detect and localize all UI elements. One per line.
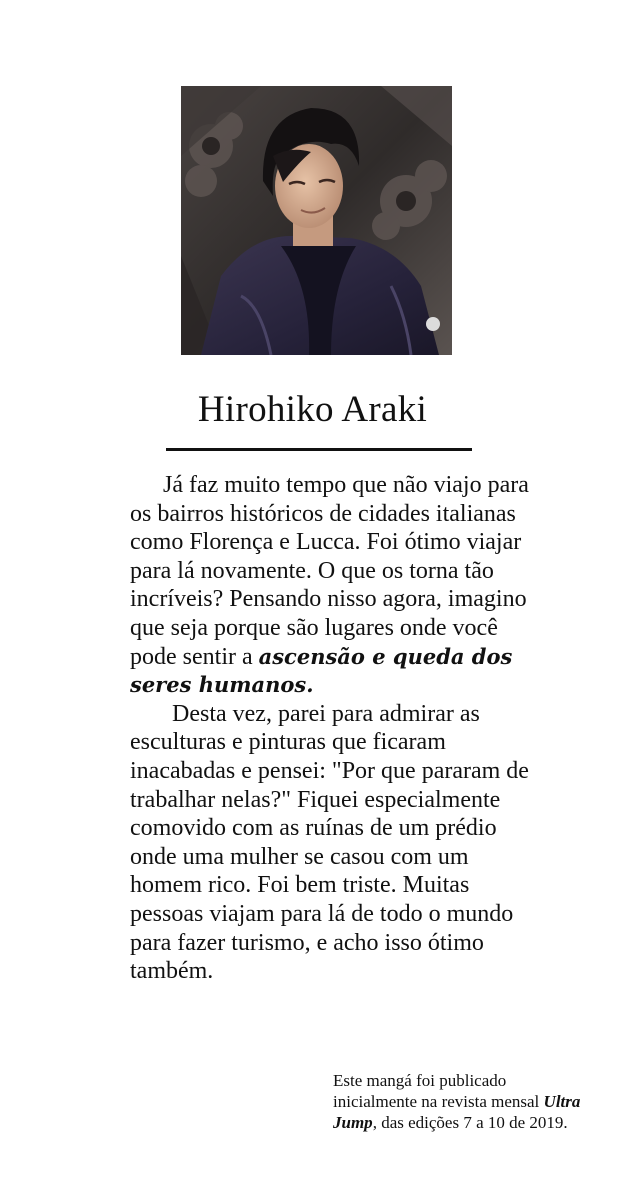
publication-note — [333, 1070, 593, 1133]
comment-paragraph-1-text: Já faz muito tempo que não viajo para os bairros históricos de cidades italianas como Florença e Lucca. Foi ótimo viajar para lá novamente. O que os torna tão incríveis? Pensando nisso agora, imagino que seja porque são lugares onde você pode sentir a — [130, 472, 529, 670]
author-comment — [130, 471, 540, 986]
publication-note-intro: Este mangá foi publicado inicialmente na revista mensal — [333, 1071, 544, 1111]
comment-paragraph-2-text: Desta vez, parei para admirar as esculturas e pinturas que ficaram inacabadas e pensei: "Por que pararam de trabalhar nelas?" Fiquei especialmente comovido com as ruínas de um prédio onde uma mulher se casou com um homem rico. Foi bem triste. Muitas pessoas viajam para lá de todo o mundo para fazer turismo, e acho isso ótimo também. — [130, 700, 529, 985]
comment-paragraph-1 — [130, 471, 540, 700]
title-underline — [166, 448, 472, 451]
author-photo — [181, 86, 452, 355]
comment-emphasis: ascensão e queda dos seres humanos. — [130, 643, 513, 698]
magazine-title: Ultra Jump — [333, 1092, 581, 1132]
comment-paragraph-2 — [130, 700, 540, 986]
publication-note-outro: , das edições 7 a 10 de 2019. — [372, 1113, 568, 1132]
author-name: Hirohiko Araki — [197, 389, 428, 430]
author-portrait-icon — [181, 86, 452, 355]
